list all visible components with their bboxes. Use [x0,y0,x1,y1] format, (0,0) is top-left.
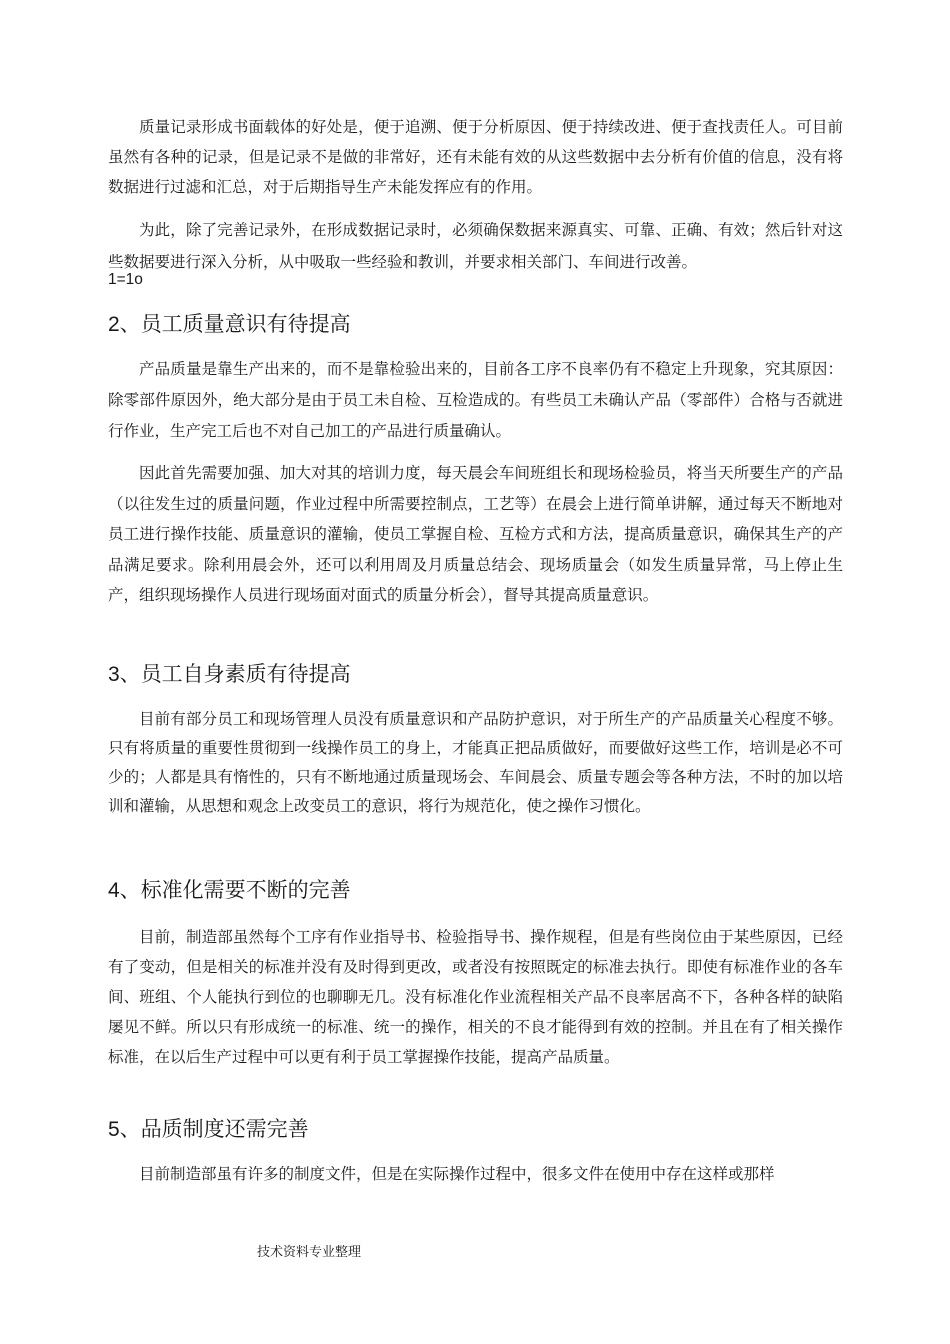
heading-number: 5、 [108,1118,141,1141]
paragraph-data-analysis: 为此，除了完善记录外，在形成数据记录时，必须确保数据来源真实、可靠、正确、有效；然后针对这些数据要进行深入分析，从中吸取一些经验和教训，并要求相关部门、车间进行改善。 [108,221,843,271]
paragraph-quality-records: 质量记录形成书面载体的好处是，便于追溯、便于分析原因、便于持续改进、便于查找责任人。可目前虽然有各种的记录，但是记录不是做的非常好，还有未能有效的从这些数据中去分析有价值的信息，没有将数据进行过滤和汇总，对于后期指导生产未能发挥应有的作用。 [108,118,843,196]
heading-text: 员工质量意识有待提高 [140,312,351,336]
heading-number: 3、 [108,663,141,686]
paragraph-quality-awareness: 目前有部分员工和现场管理人员没有质量意识和产品防护意识，对于所生产的产品质量关心程度不够。只有将质量的重要性贯彻到一线操作员工的身上，才能真正把品质做好，而要做好这些工作，培训是必不可少的；人都是具有惰性的，只有不断地通过质量现场会、车间晨会、质量专题会等各种方法，不时的加以培训和灌输，从思想和观念上改变员工的意识，将行为规范化，使之操作习惯化。 [108,710,843,815]
paragraph-training: 因此首先需要加强、加大对其的培训力度，每天晨会车间班组长和现场检验员，将当天所要生产的产品（以往发生过的质量问题，作业过程中所需要控制点，工艺等）在晨会上进行简单讲解，通过每天不断地对员工进行操作技能、质量意识的灌输，使员工掌握自检、互检方式和方法，提高质量意识，确保其生产的产品满足要求。除利用晨会外，还可以利用周及月质量总结会、现场质量会（如发生质量异常，马上停止生产，组织现场操作人员进行现场面对面式的质量分析会），督导其提高质量意识。 [108,464,843,604]
paragraph-standardization: 目前，制造部虽然每个工序有作业指导书、检验指导书、操作规程，但是有些岗位由于某些原因，已经有了变动，但是相关的标准并没有及时得到更改，或者没有按照既定的标准去执行。即使有标准作业的各车间、班组、个人能执行到位的也聊聊无几。没有标准化作业流程相关产品不良率居高不下，各种各样的缺陷屡见不鲜。所以只有形成统一的标准、统一的操作，相关的不良才能得到有效的控制。并且在有了相关操作标准，在以后生产过程中可以更有利于员工掌握操作技能，提高产品质量。 [108,928,843,1066]
page-footer: 技术资料专业整理 [257,1245,362,1260]
stray-text: 1=1o [108,271,143,288]
heading-number: 4、 [108,879,141,902]
heading-text: 品质制度还需完善 [140,1117,309,1141]
heading-text: 标准化需要不断的完善 [140,878,351,902]
heading-text: 员工自身素质有待提高 [140,662,351,686]
paragraph-self-inspection: 产品质量是靠生产出来的，而不是靠检验出来的，目前各工序不良率仍有不稳定上升现象，究其原因：除零部件原因外，绝大部分是由于员工未自检、互检造成的。有些员工未确认产品（零部件）合格与否就进行作业，生产完工后也不对自己加工的产品进行质量确认。 [108,360,843,440]
heading-number: 2、 [108,313,141,336]
paragraph-quality-system: 目前制造部虽有许多的制度文件，但是在实际操作过程中，很多文件在使用中存在这样或那样 [139,1165,775,1183]
heading-section-5 [108,1114,309,1145]
heading-section-4 [108,875,351,906]
heading-section-2 [108,309,351,340]
heading-section-3 [108,659,351,690]
